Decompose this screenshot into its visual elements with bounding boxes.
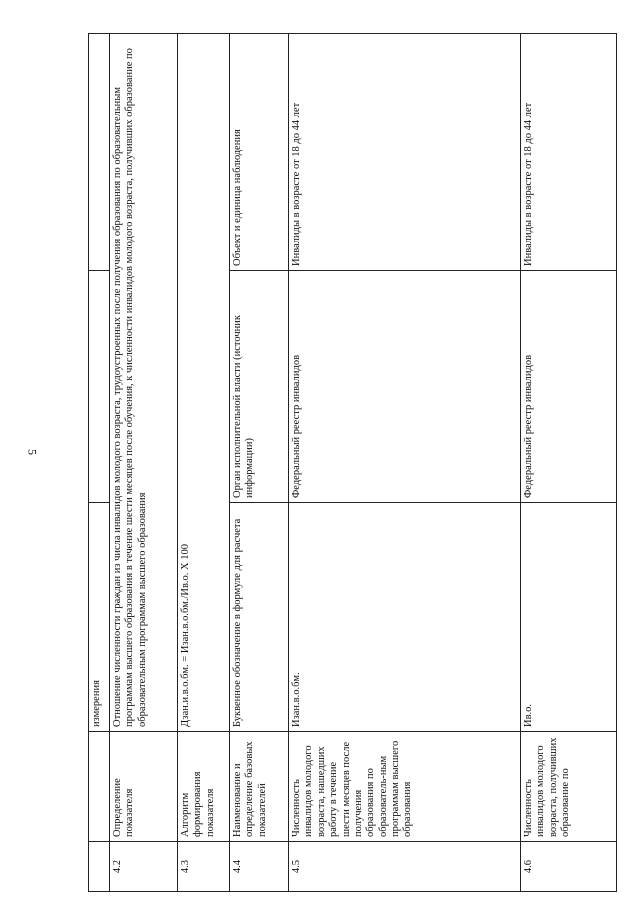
table-cell: Изан.в.о.бм. [289,503,521,732]
row-label: Наименование и определение базовых показателей [230,732,289,842]
column-header: Буквенное обозначение в формуле для расчета [230,503,289,732]
table-cell: измерения [89,503,110,732]
row-label: Определение показателя [110,732,178,842]
table-cell: Ив.о. [521,503,617,732]
row-number: 4.2 [110,842,178,892]
row-number: 4.6 [521,842,617,892]
table-row [230,34,289,892]
row-number: 4.4 [230,842,289,892]
table-cell [89,842,110,892]
row-content: Отношение численности граждан из числа инвалидов молодого возраста, трудоустроенных после получения образования по образовательным программам высшего образования в течение шести месяцев после обучения, к численности инвалидов молодого возраста, получивших образование по образовательным программам высшего образования [110,34,178,732]
table-cell: Федеральный реестр инвалидов [289,271,521,503]
table-cell: Инвалиды в возрасте от 18 до 44 лет [521,34,617,271]
rotated-sheet [88,34,616,892]
table-cell: Инвалиды в возрасте от 18 до 44 лет [289,34,521,271]
column-header: Орган исполнительной власти (источник информации) [230,271,289,503]
formula-cell: Дзан.и.в.о.бм. = Изан.в.о.бм./Ив.о. Х 100 [178,34,230,732]
table-cell [89,732,110,842]
indicator-table [88,33,617,892]
table-frame [88,34,616,892]
table-row [178,34,230,892]
table-row [110,34,178,892]
column-header: Объект и единица наблюдения [230,34,289,271]
table-row [89,34,110,892]
page-number: 5 [25,449,40,455]
row-label: Алгоритм формирования показателя [178,732,230,842]
table-row [289,34,521,892]
row-number: 4.3 [178,842,230,892]
table-row [521,34,617,892]
row-label: Численность инвалидов молодого возраста, нашедших работу в течение шести месяцев после получения образования по образователь-ным программам высшего образования [289,732,521,842]
row-label: Численность инвалидов молодого возраста, получивших образование по [521,732,617,842]
table-cell [89,271,110,503]
table-cell [89,34,110,271]
row-number: 4.5 [289,842,521,892]
table-cell: Федеральный реестр инвалидов [521,271,617,503]
